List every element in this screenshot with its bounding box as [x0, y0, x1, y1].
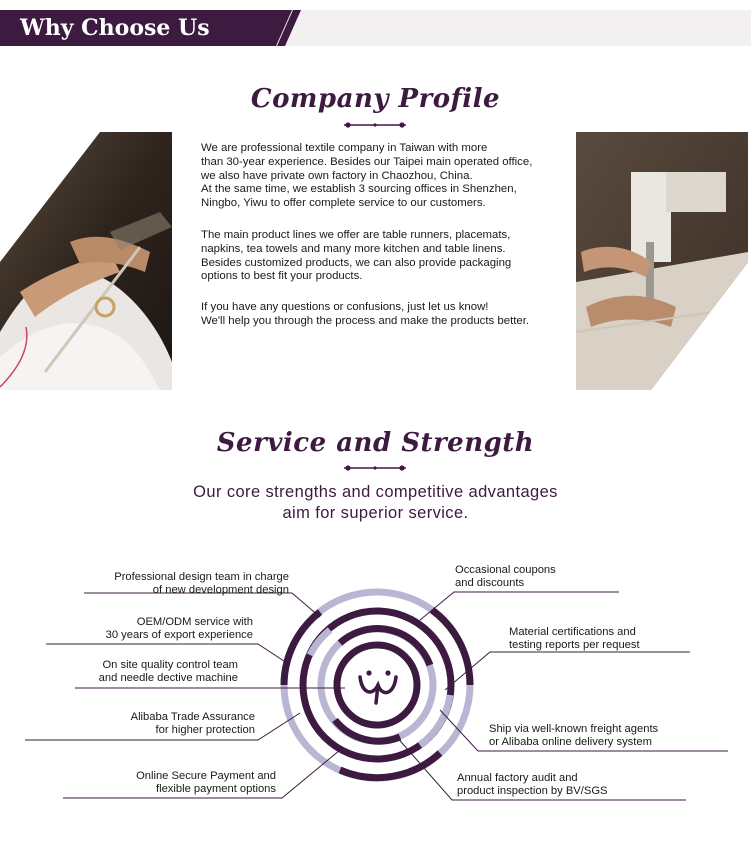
sewing-machine-photo	[576, 132, 748, 390]
feature-design-team: Professional design team in charge of new development design	[114, 571, 289, 596]
strengths-diagram	[0, 545, 751, 845]
title-divider-ornament	[340, 462, 410, 474]
profile-paragraph-2: The main product lines we offer are table runners, placemats, napkins, tea towels and many more kitchen and table linens. Besides customized products, we can also provide packaging options to best fit your products.	[201, 229, 512, 283]
feature-factory-audit: Annual factory audit and product inspection by BV/SGS	[457, 772, 608, 797]
header-title: Why Choose Us	[20, 15, 210, 41]
feature-quality-control: On site quality control team and needle dective machine	[98, 659, 238, 684]
feature-coupons: Occasional coupons and discounts	[455, 564, 556, 589]
title-divider-ornament	[340, 119, 410, 131]
brand-logo-icon	[360, 677, 396, 703]
feature-trade-assurance: Alibaba Trade Assurance for higher protection	[130, 711, 255, 736]
company-profile-title: Company Profile	[250, 84, 501, 114]
feature-certifications: Material certifications and testing reports per request	[509, 626, 640, 651]
tailor-cutting-fabric-photo	[0, 132, 172, 390]
feature-secure-payment: Online Secure Payment and flexible payment options	[136, 770, 276, 795]
profile-paragraph-3: If you have any questions or confusions, just let us know! We'll help you through the process and make the products better.	[201, 301, 530, 327]
profile-paragraph-1: We are professional textile company in Taiwan with more than 30-year experience. Besides our Taipei main operated office, we also have private own factory in Chaozhou, China. At the same time, we establish 3 sourcing offices in Shenzhen, Ningbo, Yiwu to offer complete service to our customers.	[201, 142, 533, 210]
feature-shipping: Ship via well-known freight agents or Alibaba online delivery system	[489, 723, 659, 748]
feature-oem-odm: OEM/ODM service with 30 years of export experience	[105, 616, 253, 641]
service-strength-title: Service and Strength	[216, 428, 535, 458]
service-subtitle: Our core strengths and competitive advantages aim for superior service.	[193, 483, 558, 522]
